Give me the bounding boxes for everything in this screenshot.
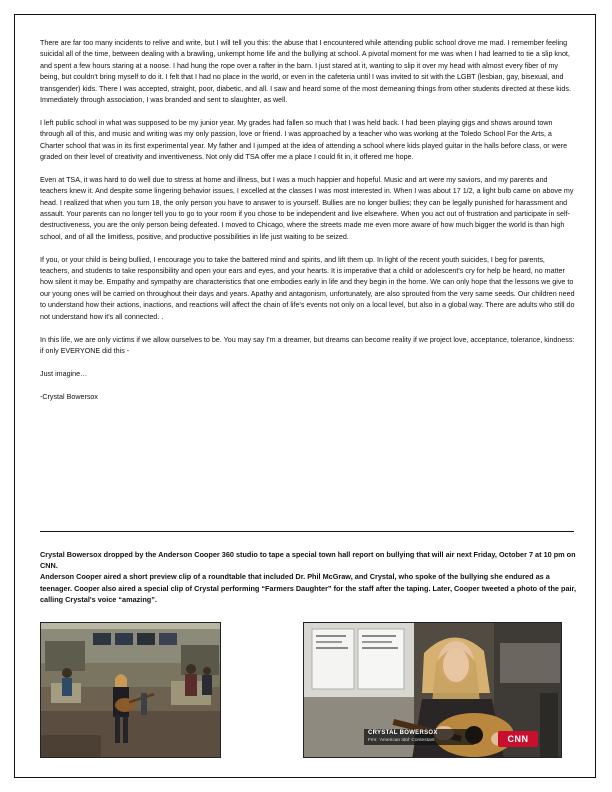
- caption-name: CRYSTAL BOWERSOX: [368, 730, 438, 736]
- newsroom-scene: [41, 623, 221, 758]
- letter-paragraph-2: I left public school in what was supposed to be my junior year. My grades had fallen so much that I was held back. I had been playing gigs and shows around town through all of this, and music and writing was my only passion, love or friend. I was approached by a teacher who was working at the Toledo School For the Arts, a Charter school that was in its first experimental year. My father and I jumped at the idea of attending a school where kids played guitar in the halls before class, or were graded on their level of creativity and inventiveness. Not only did TSA offer me a place I could fit in, it offered me hope.: [40, 118, 568, 162]
- caption-role: Fmr. 'American Idol' Contestant: [368, 738, 435, 743]
- letter-closing: Just imagine…: [40, 369, 88, 378]
- letter-paragraph-1: There are far too many incidents to relive and write, but I will tell you this: the abuse that I encountered while attending public school drove me mad. I remember feeling suicidal all of the time, between dealing with a brawling, unkempt home life and the bullying at school. A pivotal moment for me was when I had learned to tie a slip knot, and spent a few hours staring at a noose. I had hung the rope over a rafter in the barn. I just stared at it, wanting to slip it over my head with almost every fiber of my being, but couldn't bring myself to do it. I felt that I had no place in the world, or even in the cafeteria until I was invited to sit with the LGBT (lesbian, gay, bisexual, and transgender) kids. There I was accepted, straight, poor, diabetic, and all. I saw and heard some of the most demeaning things from other students directed at these kids. Immediately through association, I was branded and sent to slaughter, as well.: [40, 39, 571, 105]
- news-paragraph-1: Crystal Bowersox dropped by the Anderson Cooper 360 studio to tape a special town hall report on bullying that will air next Friday, October 7 at 10 pm on CNN.: [40, 550, 576, 571]
- news-section: [40, 549, 580, 605]
- news-paragraph-2: Anderson Cooper aired a short preview clip of a roundtable that included Dr. Phil McGraw, and Crystal, who spoke of the bullying she endured as a teenager. Cooper also aired a special clip of Crystal performing “Farmers Daughter” for the staff after the taping. Later, Cooper tweeted a photo of the pair, calling Crystal's voice “amazing”.: [40, 572, 577, 604]
- letter-signature: -Crystal Bowersox: [40, 392, 98, 401]
- letter-paragraph-5: In this life, we are only victims if we allow ourselves to be. You may say I'm a dreamer, but dreams can become reality if we project love, acceptance, tolerance, kindness: if only EVERYONE did this -: [40, 335, 575, 355]
- letter-paragraph-3: Even at TSA, it was hard to do well due to stress at home and illness, but I was a much happier and hopeful. Music and art were my saviors, and my parents and teachers knew it. And despite some lingering behavior issues, I excelled at the classes I was most interested in. When I was about 17 1/2, a light bulb came on above my head. I realized that when you turn 18, the only person you have to answer to is yourself. Bullies are no longer bullies; they can be legally punished for harassment and assault. Your parents can no longer tell you to go to your room if you chose to be independent and live elsewhere. When you act out of frustration and participate in self-destructiveness, you are the only person being defeated. I moved to Chicago, where the streets made me even more aware of how much bigger the world is than high school, and of all the limitless, positive, and productive possibilities in life just waiting to be seized.: [40, 175, 574, 241]
- cnn-logo: CNN: [498, 731, 538, 747]
- letter-body: [40, 38, 576, 403]
- section-divider: [40, 531, 574, 532]
- cnn-broadcast-photo: [303, 622, 562, 758]
- letter-paragraph-4: If you, or your child is being bullied, I encourage you to take the battered mind and spirits, and lift them up. In light of the recent youth suicides, I beg for parents, teachers, and students to take responsibility and open your ears and eyes, and your hearts. It is imperative that a child or adolescent's cry for help be heard, no matter how silent it may be. Empathy and sympathy are characteristics that one embodies early in life and they begin in the home. We can only hope that the lessons we give to our young ones will be carried on throughout their days and years. Apathy and antagonism, unfortunately, are also sprouted from the very same seeds. Our children need to understand how their actions, inactions, and reactions will affect the chain of life's events not only on a local level, but also in a global way. There are adults who still do not understand how it's all connected. .: [40, 255, 575, 321]
- lower-third-caption: [364, 729, 474, 745]
- newsroom-photo: [40, 622, 221, 758]
